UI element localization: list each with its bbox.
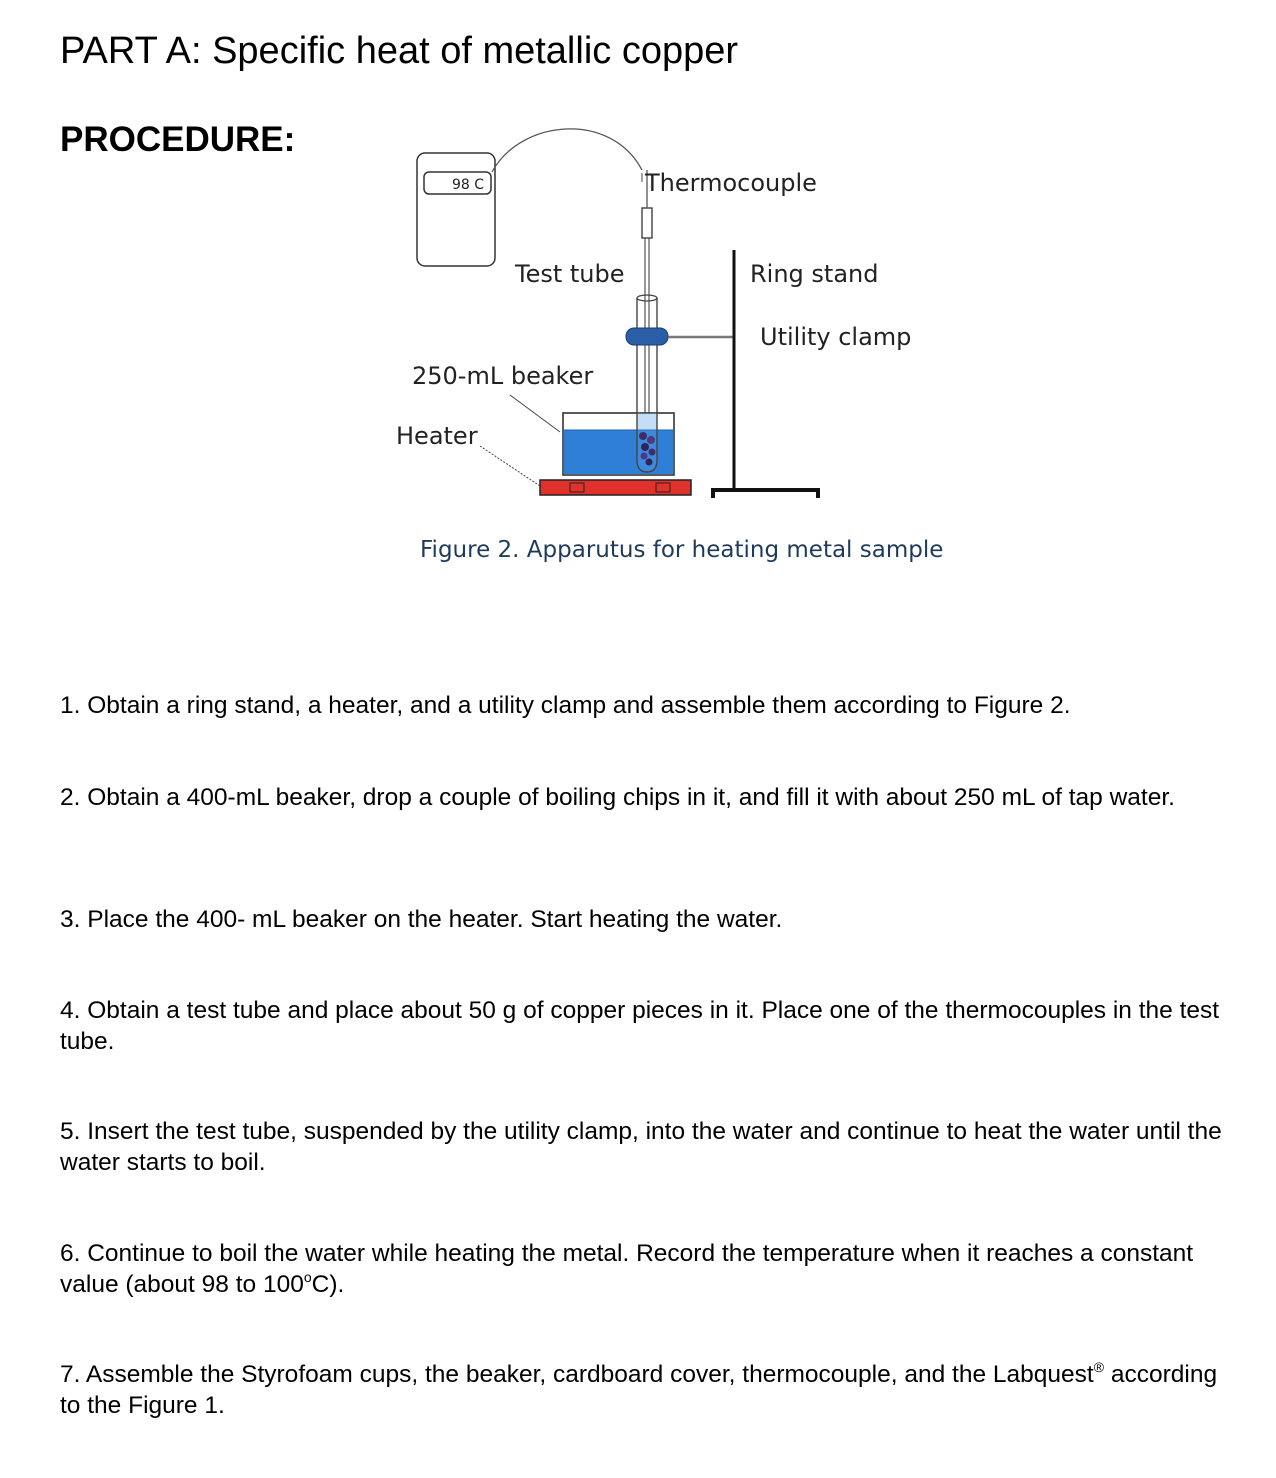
beaker-leader-line [510,395,560,432]
procedure-step [60,1359,1230,1421]
label-test-tube: Test tube [515,260,625,288]
step-text: 6. Continue to boil the water while heating the metal. Record the temperature when it reaches a constant value (about 98 to 100 [60,1240,1194,1298]
step-text: C). [311,1271,345,1298]
apparatus-diagram [380,110,960,580]
label-beaker: 250-mL beaker [412,362,594,390]
procedure-step: 4. Obtain a test tube and place about 50 g of copper pieces in it. Place one of the thermocouples in the test tube. [60,997,1220,1055]
labquest-device [417,153,495,266]
thermocouple-wire [492,129,642,172]
label-utility-clamp: Utility clamp [760,323,912,351]
degree-mark: o [303,1269,312,1285]
step-text: 7. Assemble the Styrofoam cups, the beaker, cardboard cover, thermocouple, and the Labquest [60,1361,1094,1388]
step-text: according to the Figure 1. [60,1361,1218,1419]
procedure-heading: PROCEDURE: [60,120,296,159]
procedure-step [60,1238,1230,1300]
apparatus-figure [380,110,960,580]
thermocouple-connector [642,208,652,238]
registered-mark: ® [1093,1359,1105,1375]
procedure-step: 1. Obtain a ring stand, a heater, and a utility clamp and assemble them according to Figure 2. [60,692,1071,719]
procedure-step: 2. Obtain a 400-mL beaker, drop a couple of boiling chips in it, and fill it with about 250 mL of tap water. [60,784,1175,811]
page-title: PART A: Specific heat of metallic copper [60,30,739,72]
label-heater: Heater [396,422,478,450]
label-thermocouple: Thermocouple [645,169,817,197]
ring-stand-base [713,490,818,498]
procedure-step: 3. Place the 400- mL beaker on the heater. Start heating the water. [60,906,783,933]
label-ring-stand: Ring stand [750,260,879,288]
figure-caption: Figure 2. Apparutus for heating metal sample [420,537,944,563]
utility-clamp [626,328,668,345]
procedure-step: 5. Insert the test tube, suspended by the utility clamp, into the water and continue to heat the water until the water starts to boil. [60,1118,1222,1176]
display-reading: 98 C [451,177,485,193]
heater-leader-line [480,446,540,486]
heater [540,480,691,495]
